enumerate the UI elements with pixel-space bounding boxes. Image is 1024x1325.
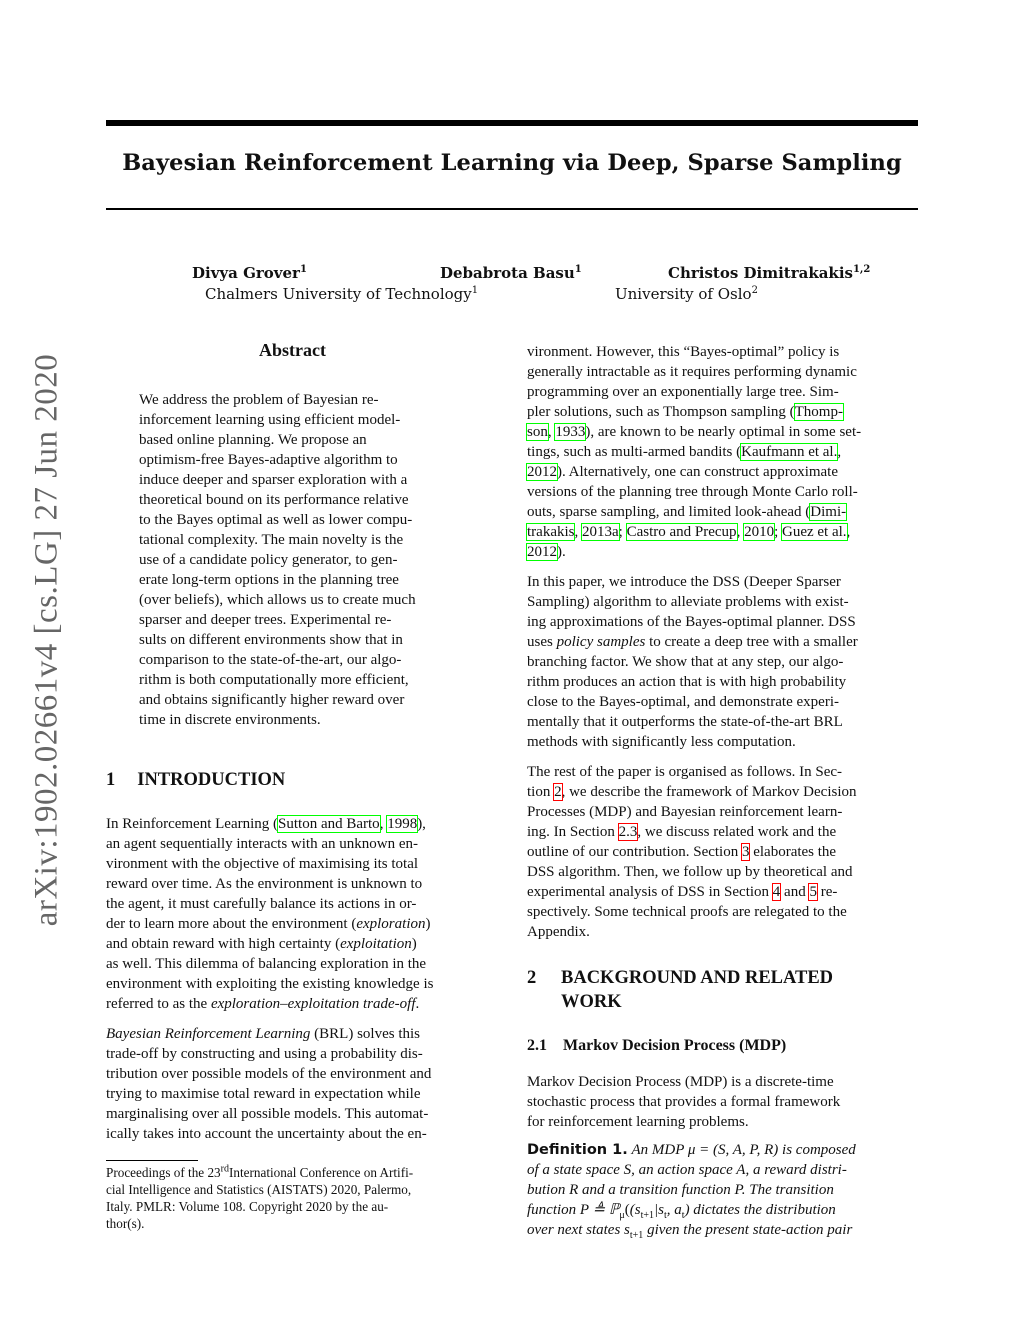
text-line: outline of our contribution. Section 3 elaborates the (527, 844, 837, 860)
author-dimitrakakis: Christos Dimitrakakis$^{1,2}$ (668, 264, 871, 282)
text-line: trakakis, 2013a; Castro and Precup, 2010; Guez et al., (527, 524, 851, 540)
text-line: trying to maximise total reward in expectation while (106, 1086, 421, 1102)
text-line: DSS algorithm. Then, we follow up by theoretical and (527, 864, 853, 880)
text-line: vironment with the objective of maximising its total (106, 856, 419, 872)
text-line: of a state space S, an action space A, a reward distri- (527, 1162, 847, 1178)
citation-sutton-barto[interactable]: Sutton and Barto (278, 816, 380, 832)
text-line: In Reinforcement Learning (Sutton and Barto, 1998), (106, 816, 426, 832)
text-line: an agent sequentially interacts with an unknown en- (106, 836, 418, 852)
text-line: son, 1933), are known to be nearly optimal in some set- (527, 424, 862, 440)
abstract-line: comparison to the state-of-the-art, our algo- (139, 652, 402, 668)
text-line: versions of the planning tree through Monte Carlo roll- (527, 484, 858, 500)
abstract-line: optimism-free Bayes-adaptive algorithm to (139, 452, 398, 468)
title-bottom-rule (106, 208, 918, 210)
text-line: ing. In Section 2.3, we discuss related work and the (527, 824, 837, 840)
text-line: marginalising over all possible models. This automat- (106, 1106, 429, 1122)
citation-kaufmann[interactable]: Kaufmann et al. (741, 444, 838, 460)
text-line: The rest of the paper is organised as follows. In Sec- (527, 764, 843, 780)
text-line: outs, sparse sampling, and limited look-ahead (Dimi- (527, 504, 847, 520)
footnote-line: Italy. PMLR: Volume 108. Copyright 2020 by the au- (106, 1199, 389, 1214)
abstract-line: and obtains significantly higher reward over (139, 692, 405, 708)
text-line: generally intractable as it requires performing dynamic (527, 364, 857, 380)
section-ref-2[interactable]: 2 (554, 784, 562, 800)
abstract-heading: Abstract (259, 340, 326, 360)
citation-year[interactable]: 1933 (555, 424, 586, 440)
text-line: programming over an exponentially large tree. Sim- (527, 384, 839, 400)
text-line: tion 2, we describe the framework of Markov Decision (527, 784, 857, 800)
footnote-rule (106, 1160, 198, 1161)
section-ref-5[interactable]: 5 (809, 884, 817, 900)
section-2-heading: 2 BACKGROUND AND RELATED WORK (527, 968, 834, 1012)
text-line: trade-off by constructing and using a probability dis- (106, 1046, 423, 1062)
abstract-line: time in discrete environments. (139, 712, 321, 728)
text-line: 2012). Alternatively, one can construct approximate (527, 464, 839, 480)
text-line: function P ≜ $ℙ_\mu((s_{t+1}|s_t$, $a_t$) dictates the distribution (527, 1202, 836, 1221)
abstract-line: inforcement learning using efficient model- (139, 412, 401, 428)
text-line: vironment. However, this “Bayes-optimal” policy is (527, 344, 840, 360)
section-ref-3[interactable]: 3 (741, 844, 750, 860)
citation-year[interactable]: 2013a (581, 524, 619, 540)
abstract-line: erate long-term options in the planning tree (139, 572, 399, 588)
paper-title: Bayesian Reinforcement Learning via Deep, Sparse Sampling (122, 150, 902, 176)
text-line: ing approximations of the Bayes-optimal planner. DSS (527, 614, 856, 630)
text-line: close to the Bayes-optimal, and demonstrate experi- (527, 694, 839, 710)
text-line: tings, such as multi-armed bandits (Kaufmann et al., (527, 444, 842, 460)
text-line: experimental analysis of DSS in Section 4 and 5 re- (527, 884, 838, 900)
citation-year[interactable]: 1998 (387, 816, 418, 832)
citation-guez[interactable]: Guez et al. (781, 524, 847, 540)
text-line: methods with significantly less computation. (527, 734, 796, 750)
citation-dimitrakakis[interactable]: Dimi- (810, 504, 847, 520)
section-ref-2-3[interactable]: 2.3 (618, 824, 638, 840)
citation-year[interactable]: 2012 (527, 544, 557, 560)
text-line: mentally that it outperforms the state-of-the-art BRL (527, 714, 843, 730)
text-line: Sampling) algorithm to alleviate problems with exist- (527, 594, 849, 610)
citation-dimitrakakis[interactable]: trakakis (527, 524, 575, 540)
text-line: Markov Decision Process (MDP) is a discrete-time (527, 1074, 834, 1090)
text-line: and obtain reward with high certainty (exploitation) (106, 936, 417, 952)
text-line: 2012). (527, 544, 566, 560)
text-line: ically takes into account the uncertainty about the en- (106, 1126, 427, 1142)
citation-year[interactable]: 2012 (527, 464, 557, 480)
footnote-line: cial Intelligence and Statistics (AISTATS) 2020, Palermo, (106, 1182, 412, 1197)
abstract-line: based online planning. We propose an (139, 432, 367, 448)
text-line: the agent, it must carefully balance its actions in or- (106, 896, 417, 912)
abstract-line: theoretical bound on its performance relative (139, 492, 409, 508)
text-line: Definition 1. An MDP μ = (S, A, P, R) is composed (527, 1142, 856, 1158)
footnote-line: thor(s). (106, 1216, 145, 1231)
citation-year[interactable]: 2010 (744, 524, 775, 540)
abstract-line: use of a candidate policy generator, to gen- (139, 552, 398, 568)
citation-castro-precup[interactable]: Castro and Precup (626, 524, 737, 540)
text-line: referred to as the exploration–exploitation trade-off. (106, 996, 420, 1012)
definition-label: Definition 1. (527, 1142, 628, 1158)
section-1-heading: 1 INTRODUCTION (106, 770, 286, 790)
affiliation-oslo: University of Oslo$^2$ (615, 285, 758, 303)
text-line: stochastic process that provides a formal framework (527, 1094, 841, 1110)
text-line: rithm produces an action that is with high probability (527, 674, 847, 690)
text-line: pler solutions, such as Thompson sampling (Thomp- (527, 404, 843, 420)
text-line: Appendix. (527, 924, 590, 940)
citation-thompson[interactable]: Thomp- (794, 404, 843, 420)
text-line: Processes (MDP) and Bayesian reinforcement learn- (527, 804, 843, 820)
text-line: environment with exploiting the existing knowledge is (106, 976, 434, 992)
text-line: as well. This dilemma of balancing exploration in the (106, 956, 427, 972)
author-grover: Divya Grover$^1$ (192, 264, 307, 282)
affiliation-chalmers: Chalmers University of Technology$^1$ (205, 285, 479, 303)
citation-thompson[interactable]: son (527, 424, 548, 440)
text-line: uses policy samples to create a deep tree with a smaller (527, 634, 858, 650)
section-ref-4[interactable]: 4 (772, 884, 781, 900)
abstract-line: sparser and deeper trees. Experimental re- (139, 612, 392, 628)
abstract-line: to the Bayes optimal as well as lower compu- (139, 512, 413, 528)
text-line: Bayesian Reinforcement Learning (BRL) solves this (106, 1026, 420, 1042)
abstract-line: rithm is both computationally more efficient, (139, 672, 409, 688)
abstract-line: sults on different environments show that in (139, 632, 403, 648)
abstract-line: (over beliefs), which allows us to create much (139, 592, 416, 608)
subsection-2-1-heading: 2.1 Markov Decision Process (MDP) (527, 1037, 787, 1054)
text-line: spectively. Some technical proofs are relegated to the (527, 904, 847, 920)
text-line: der to learn more about the environment (exploration) (106, 916, 431, 932)
text-line: bution R and a transition function P. The transition (527, 1182, 834, 1198)
abstract-line: induce deeper and sparser exploration with a (139, 472, 408, 488)
abstract-line: tational complexity. The main novelty is the (139, 532, 404, 548)
text-line: reward over time. As the environment is unknown to (106, 876, 423, 892)
abstract-line: We address the problem of Bayesian re- (139, 392, 379, 408)
text-line: for reinforcement learning problems. (527, 1114, 749, 1130)
text-line: tribution over possible models of the environment and (106, 1066, 432, 1082)
author-basu: Debabrota Basu$^1$ (440, 264, 582, 282)
title-top-rule (106, 120, 918, 126)
footnote-line: Proceedings of the 23rdInternational Conference on Artifi- (106, 1163, 414, 1180)
text-line: In this paper, we introduce the DSS (Deeper Sparser (527, 574, 841, 590)
text-line: branching factor. We show that at any step, our algo- (527, 654, 844, 670)
text-line: over next states $s_{t+1}$ given the present state-action pair (527, 1222, 853, 1241)
